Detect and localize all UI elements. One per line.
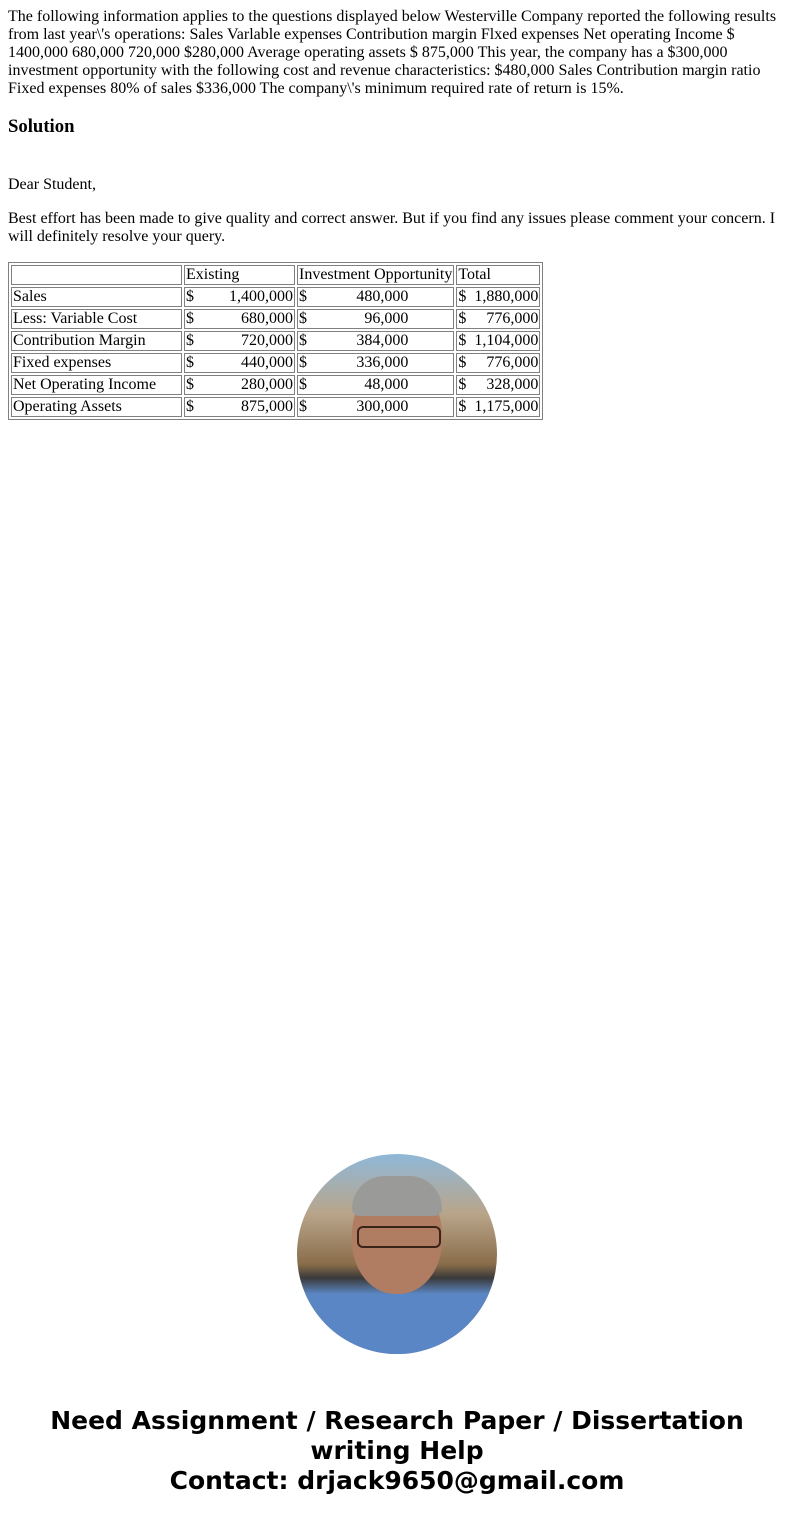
existing-cell: [184, 397, 295, 417]
investment-amount: 384,000: [356, 332, 409, 349]
total-amount: 1,104,000: [474, 332, 539, 349]
solution-heading: Solution: [8, 116, 75, 137]
header-cell: [11, 265, 182, 285]
currency-symbol: $: [458, 398, 467, 415]
investment-amount: 96,000: [364, 310, 409, 327]
currency-symbol: $: [186, 288, 194, 305]
total-amount: 1,175,000: [474, 398, 539, 415]
existing-cell: [184, 309, 295, 329]
currency-symbol: $: [458, 376, 467, 393]
currency-symbol: $: [299, 398, 307, 415]
currency-symbol: $: [299, 288, 307, 305]
existing-amount: 720,000: [241, 332, 293, 349]
author-photo: [297, 1154, 497, 1354]
row-label: Operating Assets: [11, 397, 182, 417]
investment-amount: 48,000: [364, 376, 409, 393]
header-cell: Existing: [184, 265, 295, 285]
solution-table: [8, 262, 543, 420]
row-label: Less: Variable Cost: [11, 309, 182, 329]
investment-cell: [297, 309, 454, 329]
table-header-row: [11, 265, 540, 285]
greeting: Dear Student,: [8, 176, 96, 193]
currency-symbol: $: [299, 376, 307, 393]
table-row: [11, 309, 540, 329]
investment-amount: 300,000: [356, 398, 409, 415]
currency-symbol: $: [186, 310, 194, 327]
total-cell: [456, 397, 540, 417]
currency-symbol: $: [458, 332, 467, 349]
existing-cell: [184, 287, 295, 307]
currency-symbol: $: [458, 288, 467, 305]
existing-amount: 680,000: [241, 310, 293, 327]
investment-cell: [297, 353, 454, 373]
currency-symbol: $: [458, 310, 467, 327]
total-cell: [456, 287, 540, 307]
table-row: [11, 287, 540, 307]
existing-cell: [184, 353, 295, 373]
currency-symbol: $: [186, 354, 194, 371]
existing-cell: [184, 331, 295, 351]
currency-symbol: $: [458, 354, 467, 371]
total-amount: 1,880,000: [474, 288, 539, 305]
footer-line-1: Need Assignment / Research Paper / Dissertation writing Help: [50, 1406, 744, 1465]
total-cell: [456, 331, 540, 351]
header-cell: Total: [456, 265, 540, 285]
table-row: [11, 353, 540, 373]
existing-amount: 875,000: [241, 398, 293, 415]
existing-amount: 280,000: [241, 376, 293, 393]
existing-cell: [184, 375, 295, 395]
existing-amount: 1,400,000: [229, 288, 293, 305]
total-amount: 328,000: [486, 376, 539, 393]
table-row: [11, 397, 540, 417]
row-label: Fixed expenses: [11, 353, 182, 373]
row-label: Contribution Margin: [11, 331, 182, 351]
total-cell: [456, 353, 540, 373]
currency-symbol: $: [186, 398, 194, 415]
currency-symbol: $: [186, 332, 194, 349]
currency-symbol: $: [299, 354, 307, 371]
header-cell: Investment Opportunity: [299, 266, 453, 283]
total-cell: [456, 309, 540, 329]
total-cell: [456, 375, 540, 395]
contact-footer: [8, 1406, 786, 1496]
total-amount: 776,000: [486, 354, 539, 371]
total-amount: 776,000: [486, 310, 539, 327]
footer-line-2: Contact: drjack9650@gmail.com: [169, 1466, 625, 1495]
investment-cell: [297, 331, 454, 351]
table-row: [11, 331, 540, 351]
investment-amount: 336,000: [356, 354, 409, 371]
currency-symbol: $: [299, 310, 307, 327]
table-row: [11, 375, 540, 395]
investment-cell: [297, 397, 454, 417]
currency-symbol: $: [186, 376, 194, 393]
question-text: The following information applies to the questions displayed below Westerville Company reported the following results from last year\'s operations: Sales Varlable expenses Contribution margin Flxed expenses Net operating Income $ 1400,000 680,000 720,000 $280,000 Average operating assets $ 875,000 This year, the company has a $300,000 investment opportunity with the following cost and revenue characteristics: $480,000 Sales Contribution margin ratio Fixed expenses 80% of sales $336,000 The company\'s minimum required rate of return is 15%.: [8, 8, 777, 97]
note: Best effort has been made to give quality and correct answer. But if you find any issues please comment your concern. I will definitely resolve your query.: [8, 210, 776, 245]
investment-amount: 480,000: [356, 288, 409, 305]
investment-cell: [297, 375, 454, 395]
investment-cell: [297, 287, 454, 307]
currency-symbol: $: [299, 332, 307, 349]
existing-amount: 440,000: [241, 354, 293, 371]
row-label: Net Operating Income: [11, 375, 182, 395]
row-label: Sales: [11, 287, 182, 307]
